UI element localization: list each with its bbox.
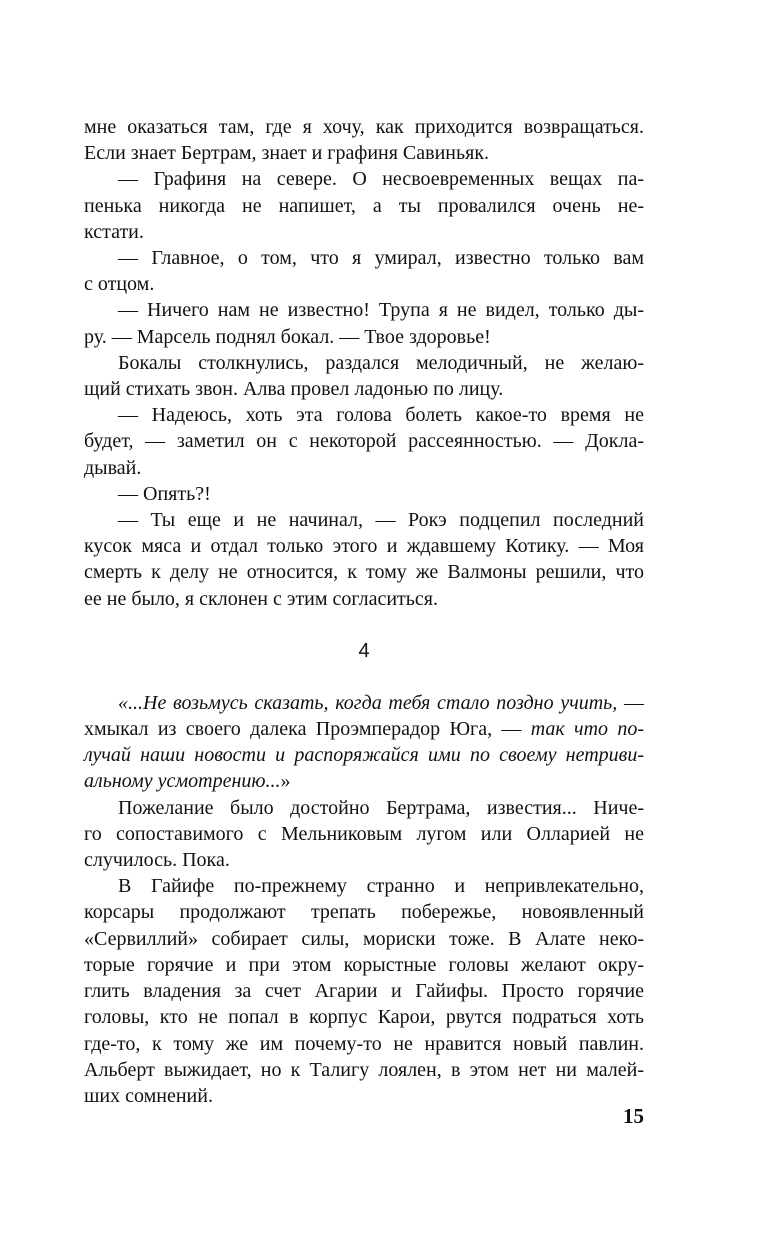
text-line: щий стихать звон. Алва провел ладонью по лицу.	[84, 378, 504, 401]
text-line: случилось. Пока.	[84, 849, 230, 872]
text-line: Пожелание было достойно Бертрама, известия... Ниче-	[118, 796, 644, 819]
text-line: ее не было, я склонен с этим согласиться.	[84, 587, 438, 610]
text-line: — Опять?!	[118, 482, 211, 505]
text-line: го сопоставимого с Мельниковым лугом или Олларией не	[84, 822, 644, 845]
text-line: торые горячие и при этом корыстные головы желают окру-	[84, 953, 644, 976]
text-line: корсары продолжают трепать побережье, новоявленный	[84, 901, 644, 924]
quote-italic-text: «...Не возьмусь сказать, когда тебя стало поздно учить,	[118, 691, 618, 714]
text-line: В Гайифе по-прежнему странно и непривлекательно,	[118, 875, 644, 898]
text-line: ру. — Марсель поднял бокал. — Твое здоровье!	[84, 325, 491, 348]
text-line: — Надеюсь, хоть эта голова болеть какое-то время не	[118, 404, 644, 427]
text-line: кусок мяса и отдал только этого и ждавшему Котику. — Моя	[84, 535, 644, 558]
quote-italic-text: альному усмотрению...	[84, 770, 281, 793]
page-number: 15	[623, 1104, 644, 1128]
book-page	[84, 114, 644, 1109]
text-line: с отцом.	[84, 273, 155, 296]
paragraph-block-2	[84, 795, 644, 1109]
quote-plain-text: хмыкал из своего далека Проэмперадор Юга, —	[84, 718, 531, 741]
text-line: головы, кто не попал в корпус Карои, рвутся подраться хоть	[84, 1006, 644, 1029]
text-line: кстати.	[84, 220, 144, 243]
text-line: Бокалы столкнулись, раздался мелодичный, не желаю-	[118, 351, 644, 374]
text-line: глить владения за счет Агарии и Гайифы. Просто горячие	[84, 980, 644, 1003]
paragraph-block-1	[84, 114, 644, 612]
text-line: мне оказаться там, где я хочу, как приходится возвращаться.	[84, 116, 644, 138]
chapter-number: 4	[358, 639, 370, 662]
quote-plain-text: »	[280, 770, 291, 793]
quote-line	[84, 690, 644, 716]
text-line: — Графиня на севере. О несвоевременных вещах па-	[118, 168, 644, 191]
text-line: «Сервиллий» собирает силы, мориски тоже. В Алате неко-	[84, 927, 644, 950]
quote-italic-text: так что по-	[530, 718, 645, 741]
quote-block	[84, 690, 644, 795]
text-line: Если знает Бертрам, знает и графиня Савиньяк.	[84, 142, 490, 165]
text-line: пенька никогда не напишет, а ты провалился очень не-	[84, 194, 644, 217]
quote-plain-text: —	[617, 691, 644, 714]
text-line: будет, — заметил он с некоторой рассеянностью. — Докла-	[84, 430, 644, 453]
text-line: смерть к делу не относится, к тому же Валмоны решили, что	[84, 561, 644, 584]
quote-line	[84, 716, 644, 742]
text-line: дывай.	[84, 456, 142, 479]
text-line: — Главное, о том, что я умирал, известно только вам	[118, 247, 644, 270]
text-line: ших сомнений.	[84, 1084, 213, 1107]
text-line: Альберт выжидает, но к Талигу лоялен, в этом нет ни малей-	[84, 1058, 644, 1081]
quote-line	[84, 768, 644, 794]
text-line: — Ты еще и не начинал, — Рокэ подцепил последний	[118, 509, 644, 532]
text-line: где-то, к тому же им почему-то не нравится новый павлин.	[84, 1032, 644, 1055]
text-line: — Ничего нам не известно! Трупа я не видел, только ды-	[118, 299, 644, 322]
quote-line: лучай наши новости и распоряжайся ими по своему нетриви-	[84, 744, 644, 767]
